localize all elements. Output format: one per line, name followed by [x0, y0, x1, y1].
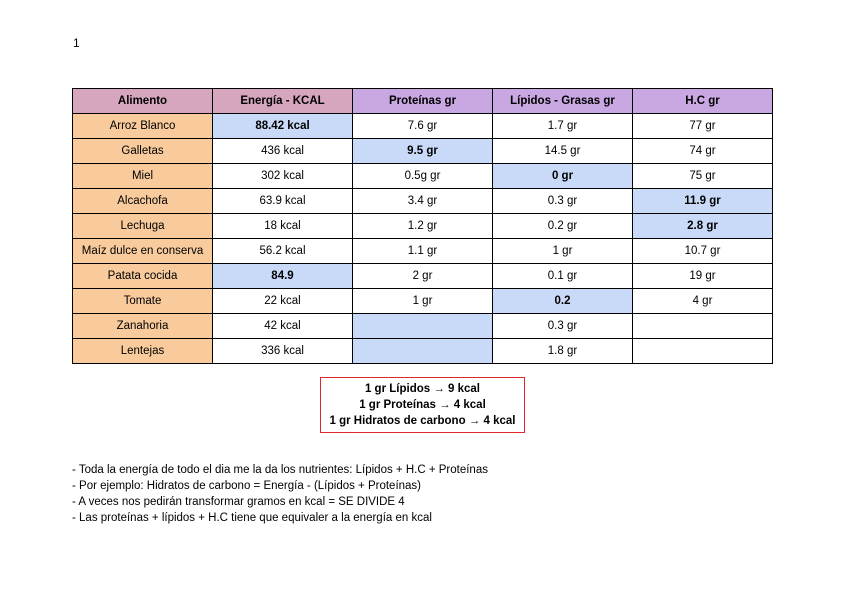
note-line: - Toda la energía de todo el dia me la da los nutrientes: Lípidos + H.C + Proteínas [72, 464, 488, 476]
lipid-cell: 0.2 gr [493, 214, 633, 239]
energy-cell: 18 kcal [213, 214, 353, 239]
header-hc: H.C gr [633, 89, 773, 114]
table-row [73, 314, 773, 339]
carb-cell: 4 gr [633, 289, 773, 314]
conversion-hidratos: 1 gr Hidratos de carbono → 4 kcal [329, 415, 516, 427]
energy-cell: 302 kcal [213, 164, 353, 189]
header-lipidos: Lípidos - Grasas gr [493, 89, 633, 114]
protein-cell: 3.4 gr [353, 189, 493, 214]
lipid-cell: 0 gr [493, 164, 633, 189]
table-row [73, 189, 773, 214]
table-row [73, 164, 773, 189]
food-name-cell: Arroz Blanco [73, 114, 213, 139]
energy-cell: 63.9 kcal [213, 189, 353, 214]
food-name-cell: Maíz dulce en conserva [73, 239, 213, 264]
carb-cell: 11.9 gr [633, 189, 773, 214]
header-proteinas: Proteínas gr [353, 89, 493, 114]
energy-cell: 436 kcal [213, 139, 353, 164]
lipid-cell: 0.3 gr [493, 314, 633, 339]
table-row [73, 239, 773, 264]
table-row [73, 214, 773, 239]
table-row [73, 264, 773, 289]
protein-cell: 1 gr [353, 289, 493, 314]
note-line: - Por ejemplo: Hidratos de carbono = Energía - (Lípidos + Proteínas) [72, 480, 422, 492]
carb-cell: 2.8 gr [633, 214, 773, 239]
conversion-box [320, 377, 525, 433]
protein-cell: 9.5 gr [353, 139, 493, 164]
food-name-cell: Patata cocida [73, 264, 213, 289]
header-energia: Energía - KCAL [213, 89, 353, 114]
protein-cell: 0.5g gr [353, 164, 493, 189]
food-name-cell: Miel [73, 164, 213, 189]
energy-cell: 84.9 [213, 264, 353, 289]
notes-list [72, 462, 488, 526]
carb-cell: 74 gr [633, 139, 773, 164]
header-alimento: Alimento [73, 89, 213, 114]
protein-cell: 1.2 gr [353, 214, 493, 239]
carb-cell: 10.7 gr [633, 239, 773, 264]
food-name-cell: Lechuga [73, 214, 213, 239]
table-row [73, 339, 773, 364]
energy-cell: 88.42 kcal [213, 114, 353, 139]
carb-cell: 77 gr [633, 114, 773, 139]
page-number: 1 [73, 36, 80, 50]
energy-cell: 22 kcal [213, 289, 353, 314]
food-name-cell: Alcachofa [73, 189, 213, 214]
food-name-cell: Zanahoria [73, 314, 213, 339]
food-name-cell: Tomate [73, 289, 213, 314]
conversion-lipidos: 1 gr Lípidos → 9 kcal [364, 383, 481, 395]
protein-cell: 2 gr [353, 264, 493, 289]
protein-cell: 7.6 gr [353, 114, 493, 139]
carb-cell: 75 gr [633, 164, 773, 189]
table-row [73, 289, 773, 314]
energy-cell: 42 kcal [213, 314, 353, 339]
lipid-cell: 0.3 gr [493, 189, 633, 214]
food-name-cell: Lentejas [73, 339, 213, 364]
protein-cell [353, 339, 493, 364]
table-row [73, 139, 773, 164]
lipid-cell: 1.7 gr [493, 114, 633, 139]
lipid-cell: 0.1 gr [493, 264, 633, 289]
conversion-proteinas: 1 gr Proteínas → 4 kcal [359, 399, 486, 411]
lipid-cell: 0.2 [493, 289, 633, 314]
carb-cell [633, 339, 773, 364]
energy-cell: 336 kcal [213, 339, 353, 364]
table-row [73, 114, 773, 139]
note-line: - Las proteínas + lípidos + H.C tiene que equivaler a la energía en kcal [72, 512, 432, 524]
carb-cell [633, 314, 773, 339]
carb-cell: 19 gr [633, 264, 773, 289]
note-line: - A veces nos pedirán transformar gramos en kcal = SE DIVIDE 4 [72, 496, 405, 508]
protein-cell [353, 314, 493, 339]
lipid-cell: 1.8 gr [493, 339, 633, 364]
lipid-cell: 14.5 gr [493, 139, 633, 164]
nutrition-table [72, 88, 773, 364]
food-name-cell: Galletas [73, 139, 213, 164]
energy-cell: 56.2 kcal [213, 239, 353, 264]
lipid-cell: 1 gr [493, 239, 633, 264]
protein-cell: 1.1 gr [353, 239, 493, 264]
table-header-row [73, 89, 773, 114]
